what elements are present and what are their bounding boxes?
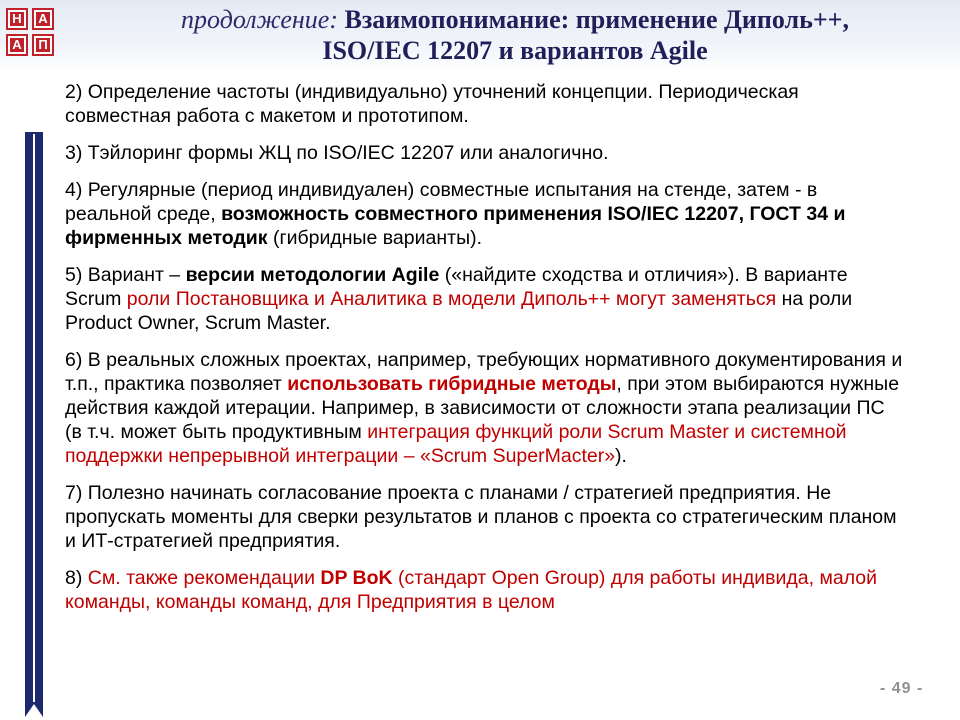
list-item-6: 6) В реальных сложных проектах, например, требующих нормативного документирования и т.п., практика позволяет использовать гибридные методы, при этом выбираются нужные действия каждой итерации. Например, в зависимости от сложности этапа реализации ПС (в т.ч. может быть продуктивным интеграция функций роли Scrum Master и системной поддержки непрерывной интеграции – «Scrum SuperMacter»). <box>65 349 903 467</box>
highlight-text: роли Постановщика и Аналитика в модели Диполь++ могут заменяться <box>126 288 777 310</box>
organization-logo <box>6 8 58 60</box>
list-item-5: 5) Вариант – версии методологии Agile («найдите сходства и отличия»). В варианте Scrum роли Постановщика и Аналитика в модели Диполь++ могут заменяться на роли Product Owner, Scrum Master. <box>65 264 853 334</box>
title-line-2: ISO/IEC 12207 и вариантов Agile <box>322 36 708 65</box>
highlight-text: DP BoK <box>320 567 393 589</box>
slide-header <box>0 0 960 73</box>
slide-title <box>70 4 960 66</box>
decorative-ribbon <box>24 132 44 717</box>
highlight-text: использовать гибридные методы <box>287 373 617 395</box>
title-line-1: Взаимопонимание: применение Диполь++, <box>344 5 849 34</box>
logo-cell: Н <box>6 8 28 30</box>
list-item-8: 8) См. также рекомендации DP BoK (стандарт Open Group) для работы индивида, малой команды, команды команд, для Предприятия в целом <box>65 567 878 613</box>
logo-cell: А <box>6 34 28 56</box>
list-item-2: 2) Определение частоты (индивидуально) уточнений концепции. Периодическая совместная работа с макетом и прототипом. <box>65 81 799 127</box>
list-item-4: 4) Регулярные (период индивидуален) совместные испытания на стенде, затем - в реальной среде, возможность совместного применения ISO/IEC 12207, ГОСТ 34 и фирменных методик (гибридные варианты). <box>65 179 846 249</box>
highlight-text: интеграция функций роли Scrum Master и системной поддержки непрерывной интеграции – «Scrum SuperMacter» <box>65 421 847 467</box>
slide-body <box>65 80 905 627</box>
emphasis-text: возможность совместного применения ISO/IEC 12207, ГОСТ 34 и фирменных методик <box>65 203 846 249</box>
list-item-3: 3) Тэйлоринг формы ЖЦ по ISO/IEC 12207 или аналогично. <box>65 142 609 164</box>
logo-cell: А <box>32 8 54 30</box>
emphasis-text: версии методологии Agile <box>185 264 440 286</box>
page-number: - 49 - <box>880 680 924 697</box>
title-prefix: продолжение: <box>181 5 339 34</box>
logo-cell: П <box>32 34 54 56</box>
list-item-7: 7) Полезно начинать согласование проекта с планами / стратегией предприятия. Не пропускать моменты для сверки результатов и планов с проекта со стратегическим планом и ИТ-стратегией предприятия. <box>65 482 897 552</box>
